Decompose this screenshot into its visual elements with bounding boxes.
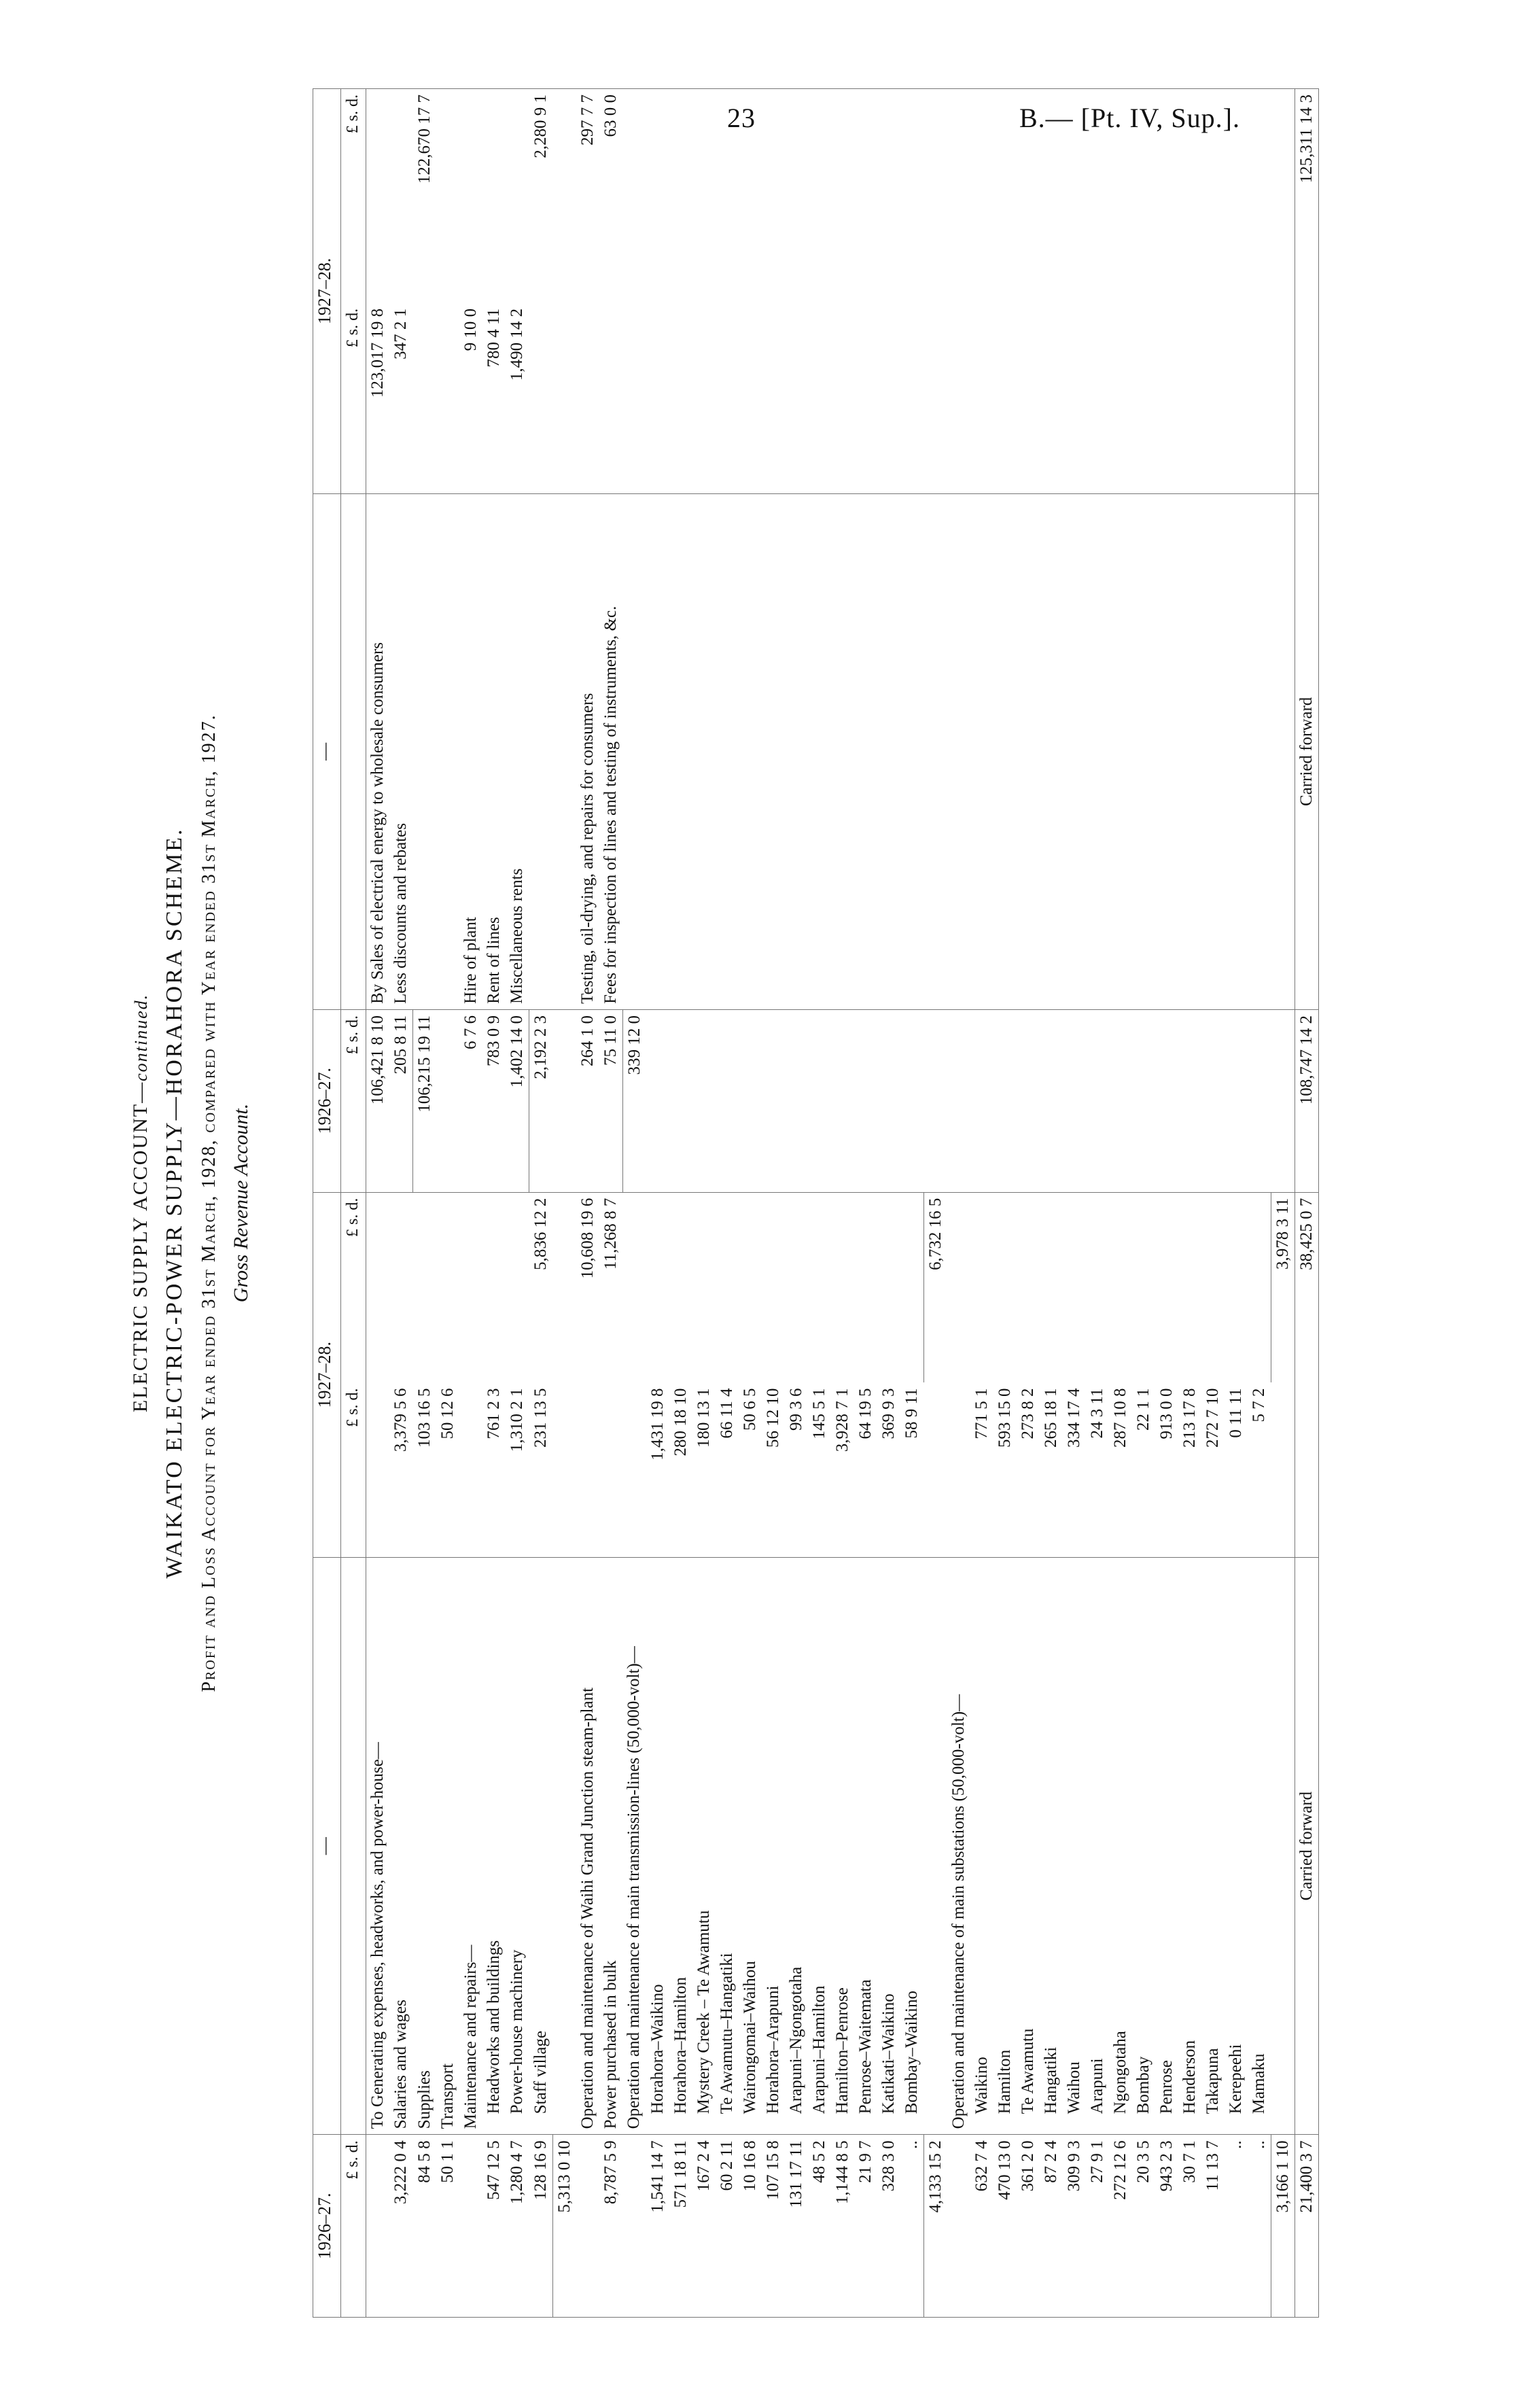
table-row bbox=[923, 89, 947, 2318]
row-label: Salaries and wages bbox=[389, 1557, 413, 2134]
subtotal-prev: 2,192 2 3 bbox=[529, 1009, 553, 1192]
amount-prev: 131 17 11 bbox=[785, 2135, 808, 2318]
row-label: Staff village bbox=[529, 1557, 553, 2134]
row-label: Maintenance and repairs— bbox=[459, 1557, 482, 2134]
amount-curr: 64 19 5 bbox=[854, 1382, 877, 1557]
row-label: Operation and maintenance of main substations (50,000-volt)— bbox=[947, 1557, 970, 2134]
table-row bbox=[366, 89, 390, 2318]
row-label: Bombay bbox=[1132, 1557, 1155, 2134]
amount-curr: 145 5 1 bbox=[808, 1382, 831, 1557]
row-label: Ngongotaha bbox=[1109, 1557, 1132, 2134]
table-row bbox=[970, 89, 993, 2318]
table-row bbox=[1017, 89, 1040, 2318]
amount-prev: 264 1 0 bbox=[576, 1009, 599, 1192]
account-title: ELECTRIC SUPPLY ACCOUNT—continued. bbox=[129, 993, 152, 1413]
amount-prev: 6 7 6 bbox=[459, 1009, 482, 1192]
carried-forward-label: Carried forward bbox=[1295, 1557, 1318, 2134]
table-row bbox=[831, 89, 854, 2318]
amount-prev: 48 5 2 bbox=[808, 2135, 831, 2318]
units-header: £ s. d. bbox=[341, 303, 366, 493]
amount-prev: 783 0 9 bbox=[482, 1009, 506, 1192]
row-label: Mystery Creek – Te Awamutu bbox=[692, 1557, 716, 2134]
col-head-curr: 1927–28. bbox=[313, 89, 341, 494]
amount-curr: 24 3 11 bbox=[1086, 1382, 1109, 1557]
table-row bbox=[1178, 89, 1201, 2318]
table-row bbox=[808, 89, 831, 2318]
subtotal-curr: 3,978 3 11 bbox=[1271, 1192, 1295, 1382]
amount-curr: 913 0 0 bbox=[1155, 1382, 1178, 1557]
amount-curr: 50 6 5 bbox=[739, 1382, 762, 1557]
table-row bbox=[1040, 89, 1063, 2318]
page-number: 23 bbox=[727, 103, 756, 133]
amount-curr: 103 16 5 bbox=[413, 1382, 437, 1557]
amount-prev: 50 1 1 bbox=[436, 2135, 459, 2318]
table-row bbox=[900, 89, 924, 2318]
amount-prev: 272 12 6 bbox=[1109, 2135, 1132, 2318]
amount-curr: 334 17 4 bbox=[1063, 1382, 1086, 1557]
subtotal-prev: 4,133 15 2 bbox=[923, 2135, 947, 2318]
amount-curr: 63 0 0 bbox=[599, 89, 623, 303]
row-label: Horahora–Arapuni bbox=[762, 1557, 785, 2134]
amount-prev: 8,787 5 9 bbox=[599, 2135, 623, 2318]
amount-curr: 99 3 6 bbox=[785, 1382, 808, 1557]
amount-prev: 30 7 1 bbox=[1178, 2135, 1201, 2318]
table-row bbox=[716, 89, 739, 2318]
amount-prev: 11 13 7 bbox=[1201, 2135, 1225, 2318]
amount-curr: 280 18 10 bbox=[669, 1382, 692, 1557]
row-label: Waikino bbox=[970, 1557, 993, 2134]
amount-prev: 107 15 8 bbox=[762, 2135, 785, 2318]
table-row bbox=[1271, 89, 1295, 2318]
table-row bbox=[436, 89, 459, 2318]
row-label: By Sales of electrical energy to wholesale consumers bbox=[366, 493, 390, 1009]
row-label: Wairongomai–Waihou bbox=[739, 1557, 762, 2134]
amount-prev: 1,402 14 0 bbox=[506, 1009, 529, 1192]
table-row bbox=[692, 89, 716, 2318]
amount-prev: 571 18 11 bbox=[669, 2135, 692, 2318]
amount-curr: 1,310 2 1 bbox=[506, 1382, 529, 1557]
row-label: Less discounts and rebates bbox=[389, 493, 413, 1009]
amount-prev: 943 2 3 bbox=[1155, 2135, 1178, 2318]
amount-curr: 66 11 4 bbox=[716, 1382, 739, 1557]
amount-curr: 56 12 10 bbox=[762, 1382, 785, 1557]
title-block bbox=[129, 88, 292, 2318]
table-row bbox=[947, 89, 970, 2318]
amount-prev: 21 9 7 bbox=[854, 2135, 877, 2318]
row-label: Te Awamutu bbox=[1017, 1557, 1040, 2134]
units-header: £ s. d. bbox=[341, 1009, 366, 1192]
col-head-prev: 1926–27. bbox=[313, 2135, 341, 2318]
amount-curr: 287 10 8 bbox=[1109, 1382, 1132, 1557]
table-row bbox=[1132, 89, 1155, 2318]
row-label: Henderson bbox=[1178, 1557, 1201, 2134]
table-row bbox=[576, 89, 599, 2318]
amount-prev: 470 13 0 bbox=[993, 2135, 1017, 2318]
amount-curr: 3,928 7 1 bbox=[831, 1382, 854, 1557]
profit-loss-table bbox=[313, 88, 1319, 2318]
amount-prev: 60 2 11 bbox=[716, 2135, 739, 2318]
amount-curr: 347 2 1 bbox=[389, 303, 413, 493]
amount-curr: 1,431 19 8 bbox=[646, 1382, 669, 1557]
row-label: Miscellaneous rents bbox=[506, 493, 529, 1009]
document-reference: B.— [Pt. IV, Sup.]. bbox=[1019, 103, 1240, 133]
row-label: Hamilton bbox=[993, 1557, 1017, 2134]
row-label: Transport bbox=[436, 1557, 459, 2134]
row-label: Fees for inspection of lines and testing of instruments, &c. bbox=[599, 493, 623, 1009]
amount-curr: 123,017 19 8 bbox=[366, 303, 390, 493]
row-label: Power-house machinery bbox=[506, 1557, 529, 2134]
amount-prev: .. bbox=[1225, 2135, 1248, 2318]
amount-prev: .. bbox=[900, 2135, 924, 2318]
amount-prev: 84 5 8 bbox=[413, 2135, 437, 2318]
statement-title: Profit and Loss Account for Year ended 31st March, 1928, compared with Year ended 31st March, 1927. bbox=[198, 714, 219, 1692]
amount-prev: 1,144 8 5 bbox=[831, 2135, 854, 2318]
subtotal-prev: 3,166 1 10 bbox=[1271, 2135, 1295, 2318]
scheme-title: WAIKATO ELECTRIC-POWER SUPPLY—HORAHORA SCHEME. bbox=[162, 827, 187, 1579]
table-row bbox=[785, 89, 808, 2318]
table-row bbox=[646, 89, 669, 2318]
carried-forward-row bbox=[1295, 89, 1318, 2318]
amount-curr: 50 12 6 bbox=[436, 1382, 459, 1557]
table-row bbox=[1225, 89, 1248, 2318]
table-row bbox=[669, 89, 692, 2318]
row-label: Waihou bbox=[1063, 1557, 1086, 2134]
subtotal-curr: 5,836 12 2 bbox=[531, 1198, 550, 1270]
amount-prev: 328 3 0 bbox=[877, 2135, 900, 2318]
amount-curr: 3,379 5 6 bbox=[389, 1382, 413, 1557]
amount-curr: 771 5 1 bbox=[970, 1382, 993, 1557]
amount-curr: 1,490 14 2 bbox=[506, 303, 529, 493]
table-row bbox=[599, 89, 623, 2318]
units-header: £ s. d. bbox=[341, 1382, 366, 1557]
subtotal-curr: 2,280 9 1 bbox=[529, 89, 553, 303]
units-header: £ s. d. bbox=[341, 89, 366, 303]
table-row bbox=[552, 89, 576, 2318]
row-label: Takapuna bbox=[1201, 1557, 1225, 2134]
section-title: Gross Revenue Account. bbox=[230, 1103, 252, 1303]
amount-prev: 632 7 4 bbox=[970, 2135, 993, 2318]
row-label: Mamaku bbox=[1248, 1557, 1271, 2134]
table-row bbox=[877, 89, 900, 2318]
amount-prev: 87 2 4 bbox=[1040, 2135, 1063, 2318]
amount-prev: 27 9 1 bbox=[1086, 2135, 1109, 2318]
amount-curr: 297 7 7 bbox=[576, 89, 599, 303]
row-label: Arapuni bbox=[1086, 1557, 1109, 2134]
amount-curr: 761 2 3 bbox=[482, 1382, 506, 1557]
table-row bbox=[1248, 89, 1271, 2318]
amount-prev: 106,421 8 10 bbox=[366, 1009, 390, 1192]
table-row bbox=[854, 89, 877, 2318]
units-header: £ s. d. bbox=[341, 2135, 366, 2318]
amount-curr: 9 10 0 bbox=[459, 303, 482, 493]
row-label: Penrose–Waitemata bbox=[854, 1557, 877, 2134]
table-row bbox=[459, 89, 482, 2318]
subtotal-curr: 11,268 8 7 bbox=[601, 1198, 620, 1270]
carried-forward-prev: 21,400 3 7 bbox=[1295, 2135, 1318, 2318]
row-label: Hamilton–Penrose bbox=[831, 1557, 854, 2134]
amount-prev: 10 16 8 bbox=[739, 2135, 762, 2318]
amount-prev: 547 12 5 bbox=[482, 2135, 506, 2318]
amount-curr: 0 11 11 bbox=[1225, 1382, 1248, 1557]
amount-prev: 1,280 4 7 bbox=[506, 2135, 529, 2318]
amount-prev: 309 9 3 bbox=[1063, 2135, 1086, 2318]
row-label: Te Awamutu–Hangatiki bbox=[716, 1557, 739, 2134]
carried-forward-prev: 108,747 14 2 bbox=[1295, 1009, 1318, 1192]
amount-curr: 780 4 11 bbox=[482, 303, 506, 493]
subtotal-prev: 339 12 0 bbox=[622, 1009, 646, 1192]
row-label: Arapuni–Ngongotaha bbox=[785, 1557, 808, 2134]
carried-forward-curr: 125,311 14 3 bbox=[1295, 89, 1318, 303]
row-label: Supplies bbox=[413, 1557, 437, 2134]
amount-curr: 272 7 10 bbox=[1201, 1382, 1225, 1557]
table-row bbox=[1109, 89, 1132, 2318]
table-row bbox=[993, 89, 1017, 2318]
amount-prev: 20 3 5 bbox=[1132, 2135, 1155, 2318]
table-row bbox=[482, 89, 506, 2318]
subtotal-prev: 106,215 19 11 bbox=[413, 1009, 437, 1192]
table-row bbox=[762, 89, 785, 2318]
row-label: Headworks and buildings bbox=[482, 1557, 506, 2134]
row-label: Testing, oil-drying, and repairs for consumers bbox=[576, 493, 599, 1009]
table-row bbox=[739, 89, 762, 2318]
col-head-desc: — bbox=[313, 493, 341, 1009]
amount-curr: 213 17 8 bbox=[1178, 1382, 1201, 1557]
table-row bbox=[413, 89, 437, 2318]
table-row bbox=[506, 89, 529, 2318]
amount-prev: 167 2 4 bbox=[692, 2135, 716, 2318]
table-row bbox=[389, 89, 413, 2318]
row-label: Arapuni–Hamilton bbox=[808, 1557, 831, 2134]
amount-curr: 22 1 1 bbox=[1132, 1382, 1155, 1557]
row-label: Horahora–Hamilton bbox=[669, 1557, 692, 2134]
table-row bbox=[1086, 89, 1109, 2318]
row-label: Operation and maintenance of Waihi Grand Junction steam-plant bbox=[576, 1557, 599, 2134]
col-head-desc: — bbox=[313, 1557, 341, 2134]
row-label: Bombay–Waikino bbox=[900, 1557, 924, 2134]
units-header: £ s. d. bbox=[341, 1192, 366, 1382]
amount-prev: 75 11 0 bbox=[599, 1009, 623, 1192]
amount-curr: 58 9 11 bbox=[900, 1382, 924, 1557]
row-label: Horahora–Waikino bbox=[646, 1557, 669, 2134]
subtotal-curr: 10,608 19 6 bbox=[578, 1198, 597, 1279]
row-label: To Generating expenses, headworks, and power-house— bbox=[366, 1557, 390, 2134]
row-label: Penrose bbox=[1155, 1557, 1178, 2134]
col-head-curr: 1927–28. bbox=[313, 1192, 341, 1557]
subtotal-curr: 122,670 17 7 bbox=[413, 89, 437, 303]
amount-curr: 265 18 1 bbox=[1040, 1382, 1063, 1557]
amount-curr: 5 7 2 bbox=[1248, 1382, 1271, 1557]
subtotal-prev: 5,313 0 10 bbox=[552, 2135, 576, 2318]
row-label: Rent of lines bbox=[482, 493, 506, 1009]
rotated-page bbox=[129, 88, 1345, 2318]
table-row bbox=[529, 89, 553, 2318]
col-head-prev: 1926–27. bbox=[313, 1009, 341, 1192]
subtotal-curr: 6,732 16 5 bbox=[923, 1192, 947, 1382]
row-label: Kerepeehi bbox=[1225, 1557, 1248, 2134]
amount-curr: 180 13 1 bbox=[692, 1382, 716, 1557]
amount-prev: 361 2 0 bbox=[1017, 2135, 1040, 2318]
carried-forward-label: Carried forward bbox=[1295, 493, 1318, 1009]
table-row bbox=[1201, 89, 1225, 2318]
carried-forward-curr: 38,425 0 7 bbox=[1295, 1192, 1318, 1382]
amount-curr: 593 15 0 bbox=[993, 1382, 1017, 1557]
amount-prev: 3,222 0 4 bbox=[389, 2135, 413, 2318]
row-label: Hire of plant bbox=[459, 493, 482, 1009]
table-row bbox=[622, 89, 646, 2318]
table-row bbox=[1063, 89, 1086, 2318]
amount-curr: 273 8 2 bbox=[1017, 1382, 1040, 1557]
row-label: Hangatiki bbox=[1040, 1557, 1063, 2134]
amount-prev: .. bbox=[1248, 2135, 1271, 2318]
row-label: Power purchased in bulk bbox=[599, 1557, 623, 2134]
amount-curr: 231 13 5 bbox=[529, 1382, 553, 1557]
amount-prev: 128 16 9 bbox=[529, 2135, 553, 2318]
row-label: Katikati–Waikino bbox=[877, 1557, 900, 2134]
amount-prev: 205 8 11 bbox=[389, 1009, 413, 1192]
row-label: Operation and maintenance of main transmission-lines (50,000-volt)— bbox=[622, 1557, 646, 2134]
table-row bbox=[1155, 89, 1178, 2318]
amount-prev: 1,541 14 7 bbox=[646, 2135, 669, 2318]
amount-curr: 369 9 3 bbox=[877, 1382, 900, 1557]
